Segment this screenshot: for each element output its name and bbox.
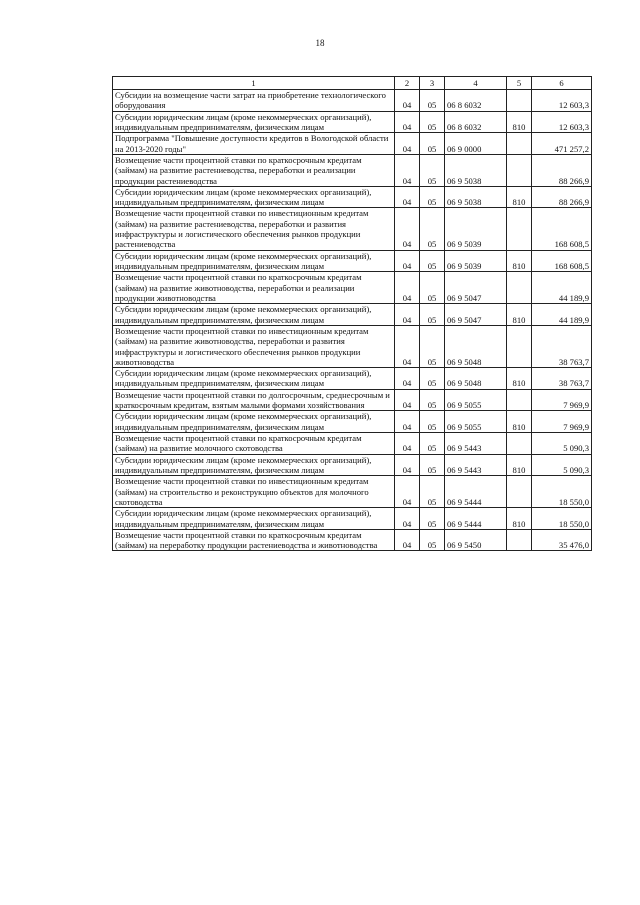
expense-type-code: [507, 133, 532, 155]
section-code: 04: [395, 454, 420, 476]
target-article-code: 06 9 5047: [445, 272, 507, 304]
amount: 12 603,3: [532, 111, 592, 133]
section-code: 04: [395, 154, 420, 186]
amount: 168 608,5: [532, 208, 592, 250]
table-row: [113, 304, 592, 326]
section-code: 04: [395, 250, 420, 272]
row-description: Возмещение части процентной ставки по краткосрочным кредитам (займам) на переработку продукции растениеводства и животноводства: [113, 529, 395, 551]
amount: 18 550,0: [532, 476, 592, 508]
subsection-code: 05: [420, 304, 445, 326]
expense-type-code: 810: [507, 186, 532, 208]
table-row: [113, 454, 592, 476]
row-description: Возмещение части процентной ставки по инвестиционным кредитам (займам) на развитие растениеводства, переработки и развития инфраструктуры и логистического обеспечения рынков продукции растениеводства: [113, 208, 395, 250]
section-code: 04: [395, 508, 420, 530]
expense-type-code: [507, 433, 532, 455]
table-row: [113, 411, 592, 433]
section-code: 04: [395, 272, 420, 304]
table-row: [113, 433, 592, 455]
subsection-code: 05: [420, 433, 445, 455]
subsection-code: 05: [420, 250, 445, 272]
expense-type-code: [507, 154, 532, 186]
target-article-code: 06 9 5444: [445, 508, 507, 530]
amount: 5 090,3: [532, 454, 592, 476]
amount: 5 090,3: [532, 433, 592, 455]
section-code: 04: [395, 433, 420, 455]
section-code: 04: [395, 208, 420, 250]
amount: 44 189,9: [532, 272, 592, 304]
row-description: Субсидии на возмещение части затрат на приобретение технологического оборудования: [113, 90, 395, 112]
section-code: 04: [395, 133, 420, 155]
expense-type-code: [507, 389, 532, 411]
column-header: 2: [395, 77, 420, 90]
column-header: 6: [532, 77, 592, 90]
subsection-code: 05: [420, 111, 445, 133]
table-row: [113, 208, 592, 250]
amount: 12 603,3: [532, 90, 592, 112]
section-code: 04: [395, 368, 420, 390]
row-description: Субсидии юридическим лицам (кроме некоммерческих организаций), индивидуальным предпринимателям, физическим лицам: [113, 186, 395, 208]
subsection-code: 05: [420, 90, 445, 112]
subsection-code: 05: [420, 508, 445, 530]
subsection-code: 05: [420, 389, 445, 411]
target-article-code: 06 9 5443: [445, 433, 507, 455]
target-article-code: 06 9 5444: [445, 476, 507, 508]
amount: 44 189,9: [532, 304, 592, 326]
column-header: 3: [420, 77, 445, 90]
target-article-code: 06 9 5443: [445, 454, 507, 476]
row-description: Субсидии юридическим лицам (кроме некоммерческих организаций), индивидуальным предпринимателям, физическим лицам: [113, 368, 395, 390]
subsection-code: 05: [420, 411, 445, 433]
subsection-code: 05: [420, 272, 445, 304]
target-article-code: 06 9 5450: [445, 529, 507, 551]
section-code: 04: [395, 111, 420, 133]
target-article-code: 06 9 5038: [445, 154, 507, 186]
subsection-code: 05: [420, 208, 445, 250]
subsection-code: 05: [420, 133, 445, 155]
section-code: 04: [395, 186, 420, 208]
row-description: Подпрограмма "Повышение доступности кредитов в Вологодской области на 2013-2020 годы": [113, 133, 395, 155]
expense-type-code: [507, 476, 532, 508]
row-description: Субсидии юридическим лицам (кроме некоммерческих организаций), индивидуальным предпринимателям, физическим лицам: [113, 111, 395, 133]
section-code: 04: [395, 411, 420, 433]
amount: 38 763,7: [532, 368, 592, 390]
expense-type-code: 810: [507, 250, 532, 272]
expense-type-code: 810: [507, 508, 532, 530]
section-code: 04: [395, 389, 420, 411]
expense-type-code: 810: [507, 111, 532, 133]
column-header: 4: [445, 77, 507, 90]
budget-table: [112, 76, 592, 551]
subsection-code: 05: [420, 325, 445, 367]
row-description: Субсидии юридическим лицам (кроме некоммерческих организаций), индивидуальным предпринимателям, физическим лицам: [113, 304, 395, 326]
expense-type-code: 810: [507, 304, 532, 326]
row-description: Возмещение части процентной ставки по долгосрочным, среднесрочным и краткосрочным кредитам, взятым малыми формами хозяйствования: [113, 389, 395, 411]
table-row: [113, 476, 592, 508]
section-code: 04: [395, 476, 420, 508]
table-row: [113, 133, 592, 155]
row-description: Возмещение части процентной ставки по краткосрочным кредитам (займам) на развитие животноводства, переработки и реализации продукции животноводства: [113, 272, 395, 304]
row-description: Возмещение части процентной ставки по инвестиционным кредитам (займам) на развитие животноводства, переработки и развития инфраструктуры и логистического обеспечения рынков продукции животноводства: [113, 325, 395, 367]
section-code: 04: [395, 325, 420, 367]
table-row: [113, 389, 592, 411]
amount: 88 266,9: [532, 186, 592, 208]
section-code: 04: [395, 90, 420, 112]
target-article-code: 06 9 5048: [445, 368, 507, 390]
table-row: [113, 90, 592, 112]
target-article-code: 06 9 5055: [445, 411, 507, 433]
amount: 35 476,0: [532, 529, 592, 551]
section-code: 04: [395, 529, 420, 551]
row-description: Субсидии юридическим лицам (кроме некоммерческих организаций), индивидуальным предпринимателям, физическим лицам: [113, 411, 395, 433]
expense-type-code: [507, 90, 532, 112]
row-description: Субсидии юридическим лицам (кроме некоммерческих организаций), индивидуальным предпринимателям, физическим лицам: [113, 250, 395, 272]
target-article-code: 06 8 6032: [445, 90, 507, 112]
row-description: Возмещение части процентной ставки по краткосрочным кредитам (займам) на развитие молочного скотоводства: [113, 433, 395, 455]
subsection-code: 05: [420, 154, 445, 186]
subsection-code: 05: [420, 476, 445, 508]
row-description: Возмещение части процентной ставки по инвестиционным кредитам (займам) на строительство и реконструкцию объектов для молочного скотоводства: [113, 476, 395, 508]
subsection-code: 05: [420, 529, 445, 551]
amount: 7 969,9: [532, 411, 592, 433]
expense-type-code: 810: [507, 454, 532, 476]
amount: 18 550,0: [532, 508, 592, 530]
amount: 471 257,2: [532, 133, 592, 155]
expense-type-code: [507, 529, 532, 551]
expense-type-code: [507, 208, 532, 250]
subsection-code: 05: [420, 186, 445, 208]
target-article-code: 06 8 6032: [445, 111, 507, 133]
column-header: 5: [507, 77, 532, 90]
target-article-code: 06 9 5047: [445, 304, 507, 326]
column-header: 1: [113, 77, 395, 90]
expense-type-code: 810: [507, 411, 532, 433]
subsection-code: 05: [420, 454, 445, 476]
row-description: Возмещение части процентной ставки по краткосрочным кредитам (займам) на развитие растениеводства, переработки и реализации продукции растениеводства: [113, 154, 395, 186]
table-row: [113, 368, 592, 390]
expense-type-code: [507, 272, 532, 304]
row-description: Субсидии юридическим лицам (кроме некоммерческих организаций), индивидуальным предпринимателям, физическим лицам: [113, 508, 395, 530]
target-article-code: 06 9 5055: [445, 389, 507, 411]
subsection-code: 05: [420, 368, 445, 390]
table-row: [113, 186, 592, 208]
table-row: [113, 272, 592, 304]
table-row: [113, 250, 592, 272]
table-row: [113, 508, 592, 530]
expense-type-code: [507, 325, 532, 367]
section-code: 04: [395, 304, 420, 326]
row-description: Субсидии юридическим лицам (кроме некоммерческих организаций), индивидуальным предпринимателям, физическим лицам: [113, 454, 395, 476]
target-article-code: 06 9 5048: [445, 325, 507, 367]
amount: 168 608,5: [532, 250, 592, 272]
amount: 38 763,7: [532, 325, 592, 367]
page-number: 18: [315, 38, 325, 48]
target-article-code: 06 9 5038: [445, 186, 507, 208]
table-row: [113, 154, 592, 186]
table-body: [113, 90, 592, 551]
amount: 7 969,9: [532, 389, 592, 411]
table-header-row: [113, 77, 592, 90]
target-article-code: 06 9 5039: [445, 208, 507, 250]
target-article-code: 06 9 0000: [445, 133, 507, 155]
expense-type-code: 810: [507, 368, 532, 390]
table-row: [113, 529, 592, 551]
table-row: [113, 325, 592, 367]
amount: 88 266,9: [532, 154, 592, 186]
table-row: [113, 111, 592, 133]
target-article-code: 06 9 5039: [445, 250, 507, 272]
